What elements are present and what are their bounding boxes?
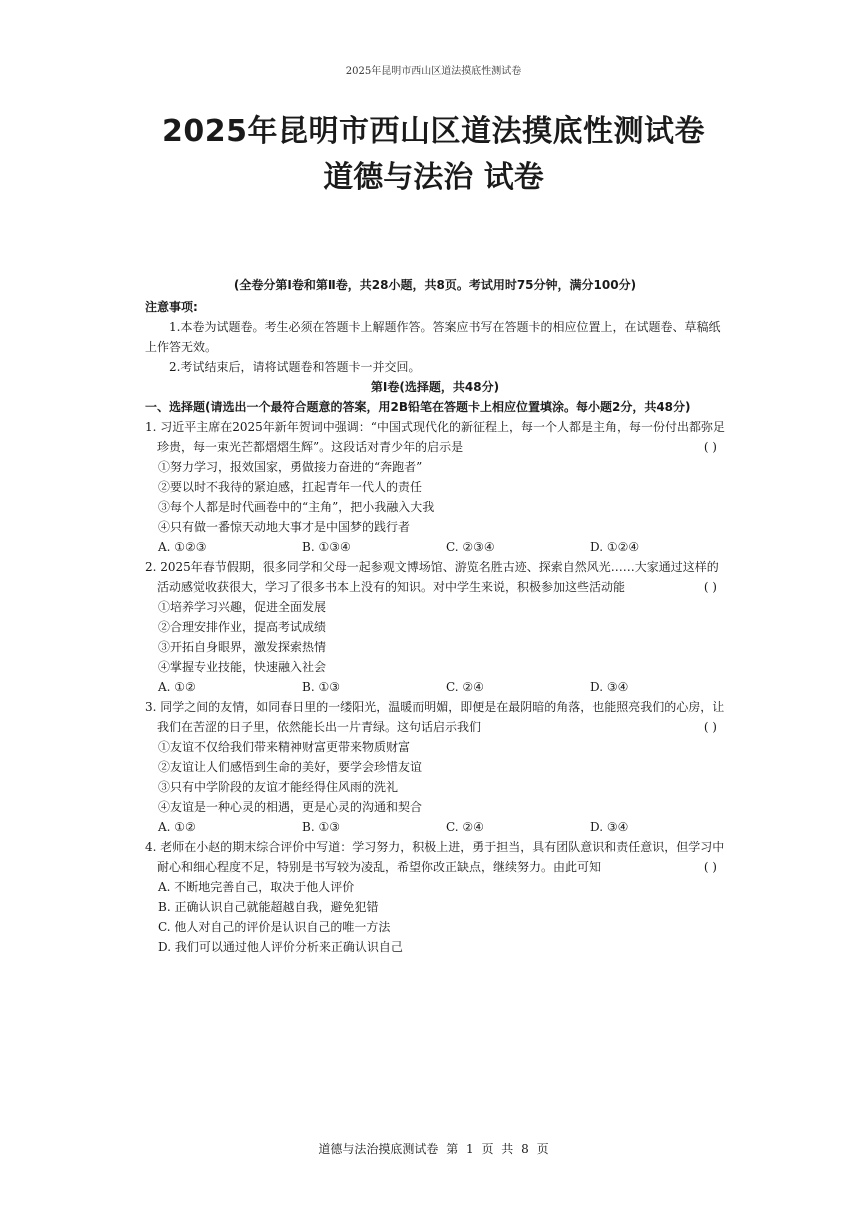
page-title: 2025年昆明市西山区道法摸底性测试卷	[162, 114, 705, 149]
choice-a: A. 不断地完善自己，取决于他人评价	[158, 880, 355, 894]
answer-choices	[145, 537, 725, 557]
question-2	[145, 557, 725, 697]
exam-content	[145, 275, 725, 957]
note-2: 2.考试结束后，请将试题卷和答题卡一并交回。	[169, 360, 421, 374]
choice-c: C. ②④	[446, 680, 484, 694]
choice-c: C. ②③④	[446, 540, 495, 554]
exam-info: (全卷分第Ⅰ卷和第Ⅱ卷，共28小题，共8页。考试用时75分钟，满分100分)	[233, 278, 637, 292]
running-footer: 道德与法治摸底测试卷 第 1 页 共 8 页	[318, 1142, 549, 1156]
answer-paren: ( )	[703, 860, 717, 874]
statement-option: ③开拓自身眼界，激发探索热情	[158, 640, 327, 654]
title-block	[0, 110, 867, 200]
question-1	[145, 417, 725, 557]
page-subtitle: 道德与法治 试卷	[323, 160, 544, 195]
answer-paren: ( )	[703, 440, 717, 454]
note-1: 1.本卷为试题卷。考生必须在答题卡上解题作答。答案应书写在答题卡的相应位置上，在试题卷、草稿纸上作答无效。	[145, 320, 721, 354]
choice-a: A. ①②	[158, 680, 196, 694]
question-stem-text: 4. 老师在小赵的期末综合评价中写道：学习努力，积极上进，勇于担当，具有团队意识和责任意识，但学习中耐心和细心程度不足，特别是书写较为凌乱，希望你改正缺点，继续努力。由此可知	[145, 840, 725, 874]
choice-b: B. ①③	[302, 680, 340, 694]
question-stem-text: 3. 同学之间的友情，如同春日里的一缕阳光，温暖而明媚，即便是在最阴暗的角落，也能照亮我们的心房，让我们在苦涩的日子里，依然能长出一片青绿。这句话启示我们	[145, 700, 725, 734]
part-1-title: 第Ⅰ卷(选择题，共48分)	[370, 380, 500, 394]
question-stem	[145, 837, 725, 877]
running-header: 2025年昆明市西山区道法摸底性测试卷	[345, 66, 522, 77]
question-stem-text: 2. 2025年春节假期，很多同学和父母一起参观文博场馆、游览名胜古迹、探索自然风光……大家通过这样的活动感觉收获很大，学习了很多书本上没有的知识。对中学生来说，积极参加这些活动能	[145, 560, 719, 594]
question-stem	[145, 697, 725, 737]
question-stem-text: 1. 习近平主席在2025年新年贺词中强调：“中国式现代化的新征程上，每一个人都是主角，每一份付出都弥足珍贵，每一束光芒都熠熠生辉”。这段话对青少年的启示是	[145, 420, 725, 454]
choice-a: A. ①②	[158, 820, 196, 834]
choice-b: B. ①③④	[302, 540, 351, 554]
question-stem	[145, 557, 725, 597]
choice-d: D. ③④	[590, 820, 629, 834]
choice-c: C. ②④	[446, 820, 484, 834]
statement-option: ④友谊是一种心灵的相遇，更是心灵的沟通和契合	[158, 800, 423, 814]
choice-b: B. ①③	[302, 820, 340, 834]
statement-option: ④掌握专业技能，快速融入社会	[158, 660, 327, 674]
statement-option: ①友谊不仅给我们带来精神财富更带来物质财富	[158, 740, 411, 754]
choice-a: A. ①②③	[158, 540, 207, 554]
choice-d: D. 我们可以通过他人评价分析来正确认识自己	[158, 940, 403, 954]
statement-option: ③每个人都是时代画卷中的“主角”，把小我融入大我	[158, 500, 435, 514]
statement-option: ①培养学习兴趣，促进全面发展	[158, 600, 327, 614]
statement-option: ②要以时不我待的紧迫感，扛起青年一代人的责任	[158, 480, 423, 494]
choice-d: D. ③④	[590, 680, 629, 694]
choice-c: C. 他人对自己的评价是认识自己的唯一方法	[158, 920, 391, 934]
section-1-title: 一、选择题(请选出一个最符合题意的答案，用2B铅笔在答题卡上相应位置填涂。每小题2分，共48分)	[145, 400, 691, 414]
answer-paren: ( )	[703, 720, 717, 734]
statement-option: ①努力学习，报效国家，勇做接力奋进的“奔跑者”	[158, 460, 423, 474]
answer-choices	[145, 817, 725, 837]
statement-option: ②合理安排作业，提高考试成绩	[158, 620, 327, 634]
question-3	[145, 697, 725, 837]
statement-option: ④只有做一番惊天动地大事才是中国梦的践行者	[158, 520, 411, 534]
choice-d: D. ①②④	[590, 540, 640, 554]
statement-option: ③只有中学阶段的友谊才能经得住风雨的洗礼	[158, 780, 399, 794]
answer-paren: ( )	[703, 580, 717, 594]
question-stem	[145, 417, 725, 457]
choice-b: B. 正确认识自己就能超越自我，避免犯错	[158, 900, 379, 914]
statement-option: ②友谊让人们感悟到生命的美好，要学会珍惜友谊	[158, 760, 423, 774]
answer-choices	[145, 677, 725, 697]
notes-title: 注意事项:	[145, 300, 198, 314]
question-4	[145, 837, 725, 957]
